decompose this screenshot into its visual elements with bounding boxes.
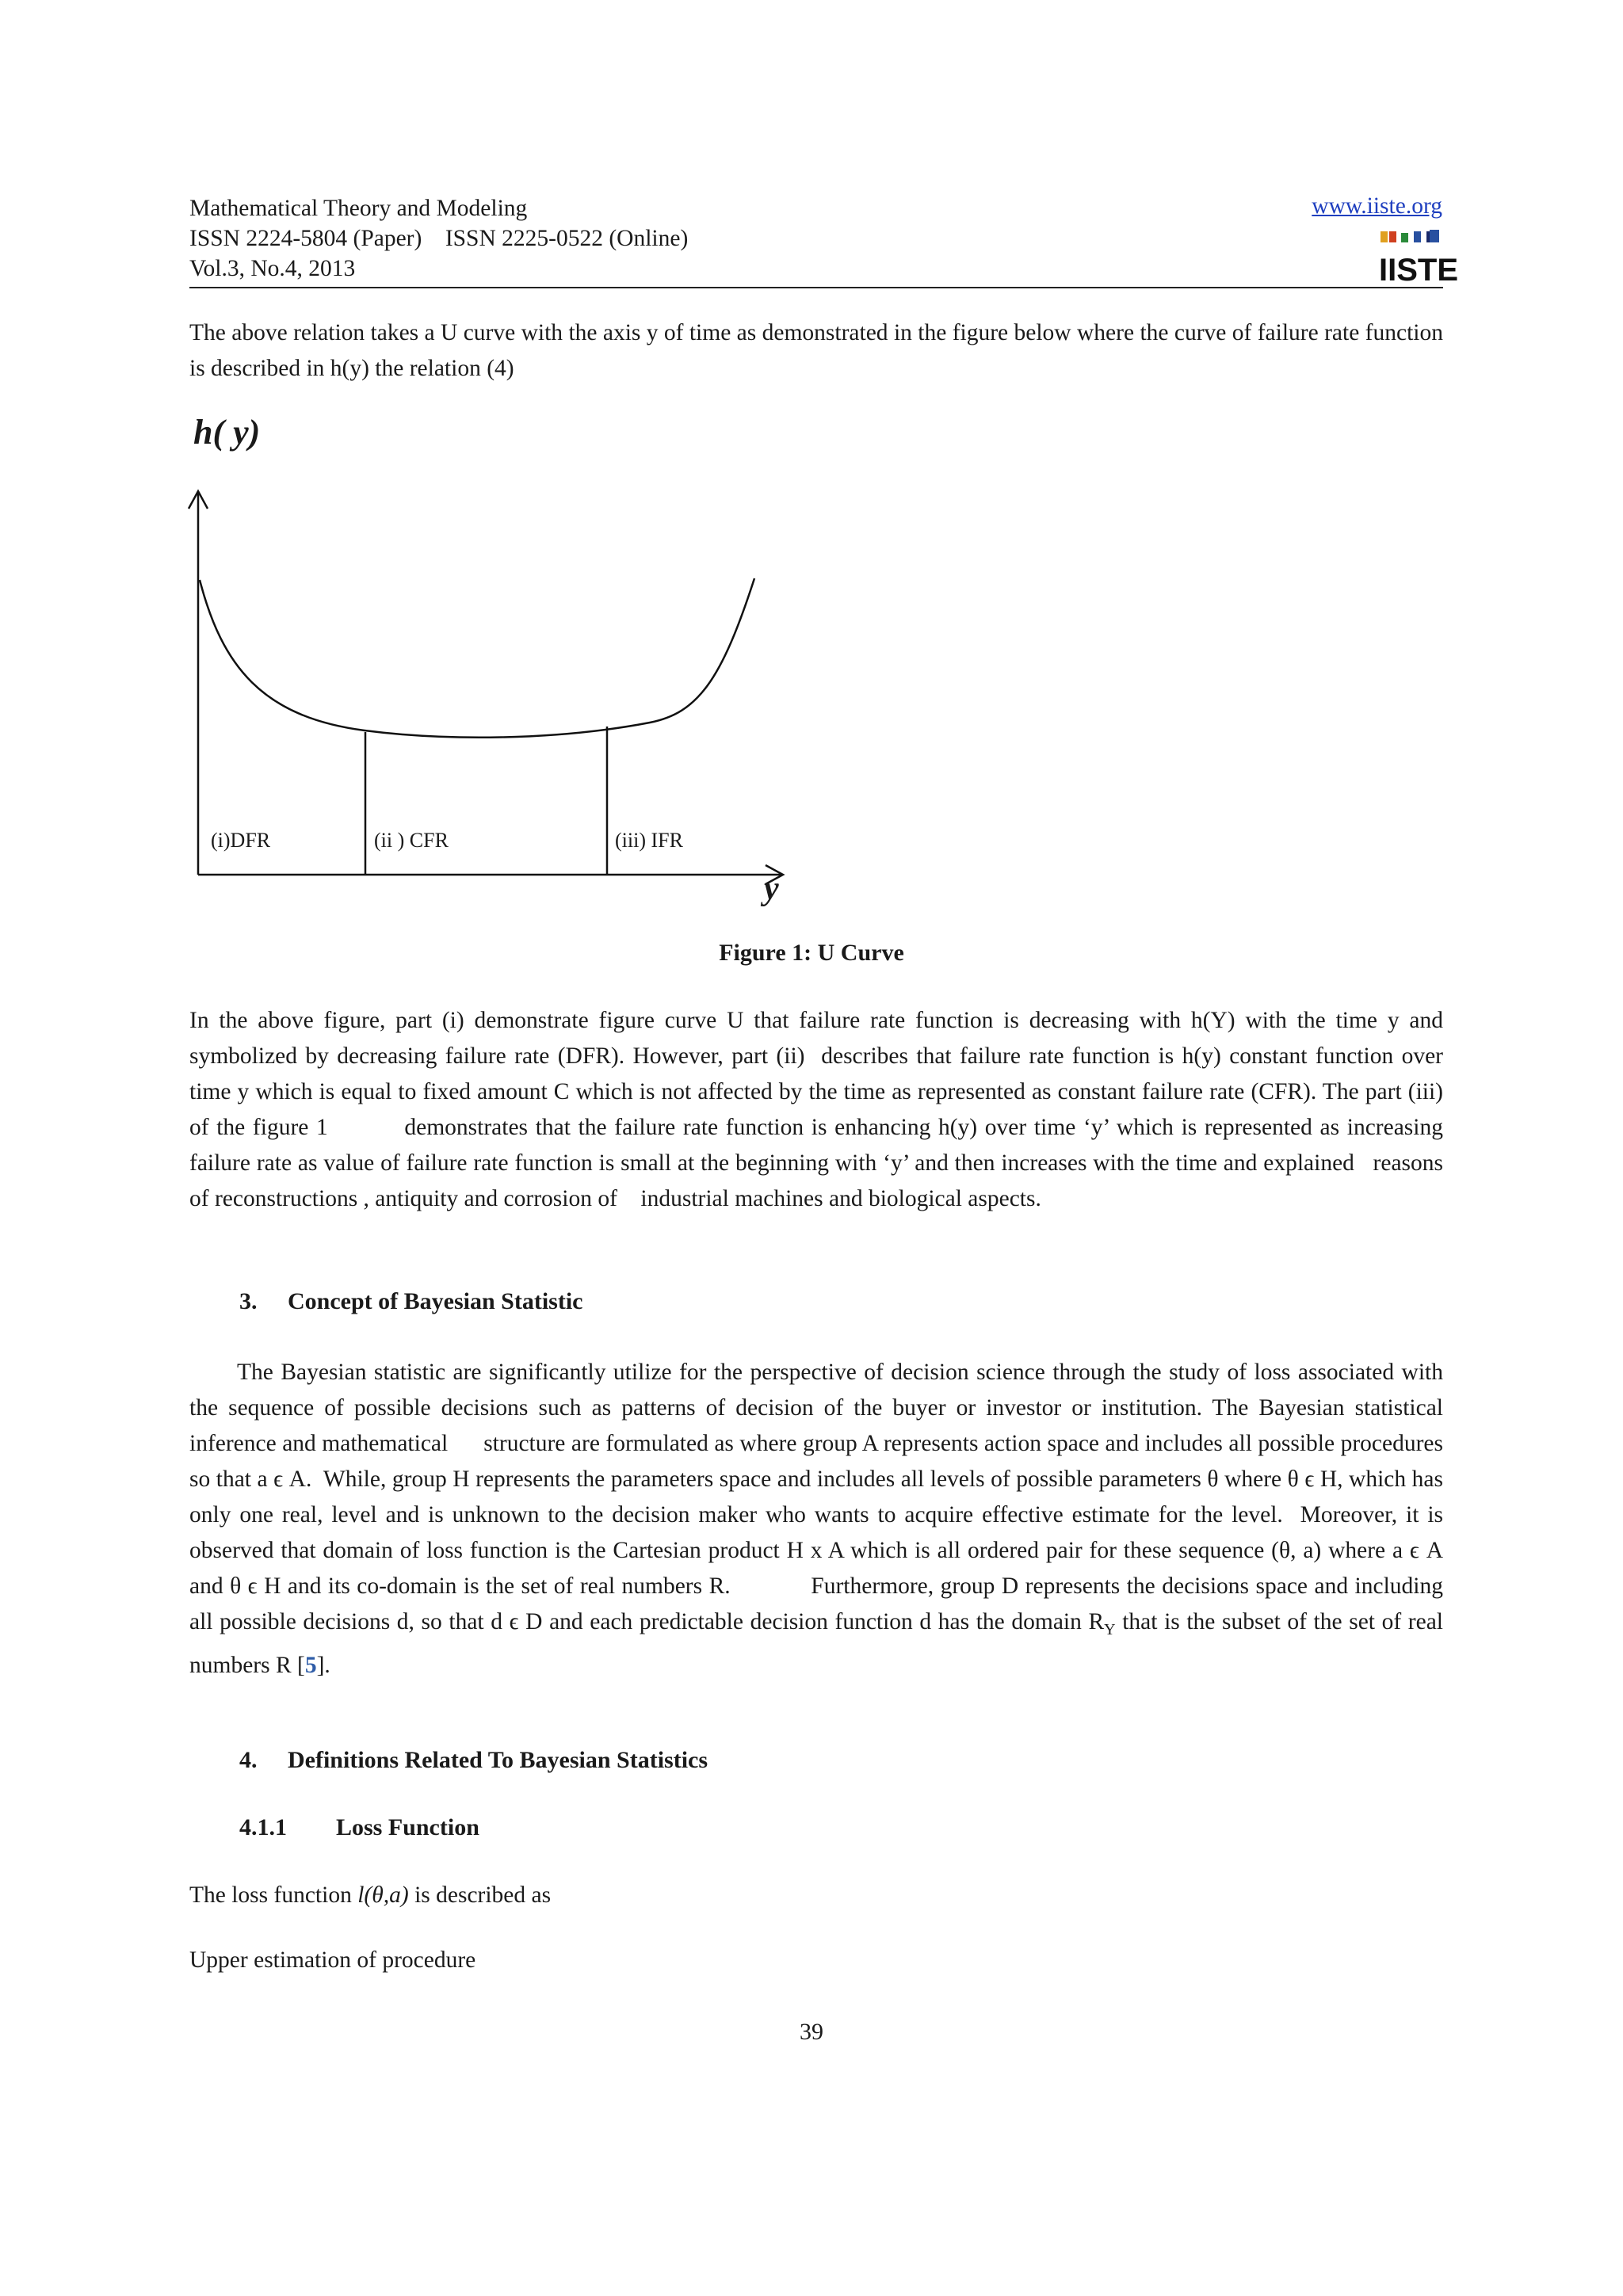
region-label-ifr: (iii) IFR [615, 829, 683, 852]
journal-volume: Vol.3, No.4, 2013 [189, 256, 356, 281]
section-3-text: The Bayesian statistic are significantly utilize for the perspective of decision science through the study of loss associated with the sequence of possible decisions such as patterns of decision of the buyer or investor or institution. The Bayesian statistical inference and mathematical structure are formulated as where group A represents action space and includes all possible procedures so that a ϵ A. While, group H represents the parameters space and includes all levels of possible parameters θ where θ ϵ H, which has only one real, level and is unknown to the decision maker who wants to acquire effective estimate for the level. Moreover, it is observed that domain of loss function is the Cartesian product H x A which is all ordered pair for these sequence (θ, a) where a ϵ A and θ ϵ H and its co-domain is the set of real numbers R. Furthermore, group D represents the decisions space and including all possible decisions d, so that d ϵ D and each predictable decision function d has the domain R [189, 1360, 1449, 1634]
figure-x-axis-label: y [764, 871, 779, 907]
figure-caption: Figure 1: U Curve [719, 940, 904, 966]
loss-suffix: is described as [408, 1882, 552, 1908]
region-label-cfr: (ii ) CFR [374, 829, 449, 852]
loss-prefix: The loss function [189, 1882, 358, 1908]
section-3-text-cont: that is the subset of the set of real numbers R [ [189, 1609, 1449, 1678]
loss-symbol: l(θ,a) [357, 1882, 409, 1908]
section-4-1-1-title: Loss Function [336, 1814, 479, 1840]
section-4-title: Definitions Related To Bayesian Statistics [288, 1747, 708, 1773]
upper-estimation-line: Upper estimation of procedure [189, 1947, 476, 1973]
citation-link[interactable]: 5 [304, 1652, 317, 1678]
section-3-body [189, 1355, 1449, 1684]
loss-function-sentence [189, 1878, 1443, 1913]
region-label-dfr: (i)DFR [211, 829, 271, 852]
domain-subscript: Y [1104, 1620, 1116, 1638]
section-3-text-end: ]. [316, 1652, 330, 1678]
section-4-1-1-number: 4.1.1 [239, 1814, 287, 1840]
figure-discussion-paragraph: In the above figure, part (i) demonstrate figure curve U that failure rate function is decreasing with h(Y) with the time y and symbolized by decreasing failure rate (DFR). However, part (ii) describes that failure rate function is h(y) constant function over time y which is equal to fixed amount C which is not affected by the time as represented as constant failure rate (CFR). The part (iii) of the figure 1 demonstrates that the failure rate function is enhancing h(y) over time ‘y’ which is represented as increasing failure rate as value of failure rate function is small at the beginning with ‘y’ and then increases with the time and explained reasons of reconstructions , antiquity and corrosion of industrial machines and biological aspects. [189, 1008, 1449, 1211]
logo-text: IISTE [1379, 253, 1459, 288]
journal-url-link[interactable]: www.iiste.org [1312, 193, 1442, 219]
section-3-number: 3. [239, 1288, 258, 1314]
section-3-title: Concept of Bayesian Statistic [288, 1288, 583, 1314]
journal-issn: ISSN 2224-5804 (Paper) ISSN 2225-0522 (Online) [189, 226, 689, 251]
u-curve-figure [0, 0, 1623, 935]
page-number: 39 [800, 2019, 823, 2045]
intro-paragraph: The above relation takes a U curve with the axis y of time as demonstrated in the figure below where the curve of failure rate function is described in h(y) the relation (4) [189, 320, 1443, 381]
figure-y-axis-label: h( y) [193, 413, 261, 452]
section-4-number: 4. [239, 1747, 258, 1773]
failure-rate-curve [200, 578, 754, 738]
journal-title: Mathematical Theory and Modeling [189, 196, 528, 221]
